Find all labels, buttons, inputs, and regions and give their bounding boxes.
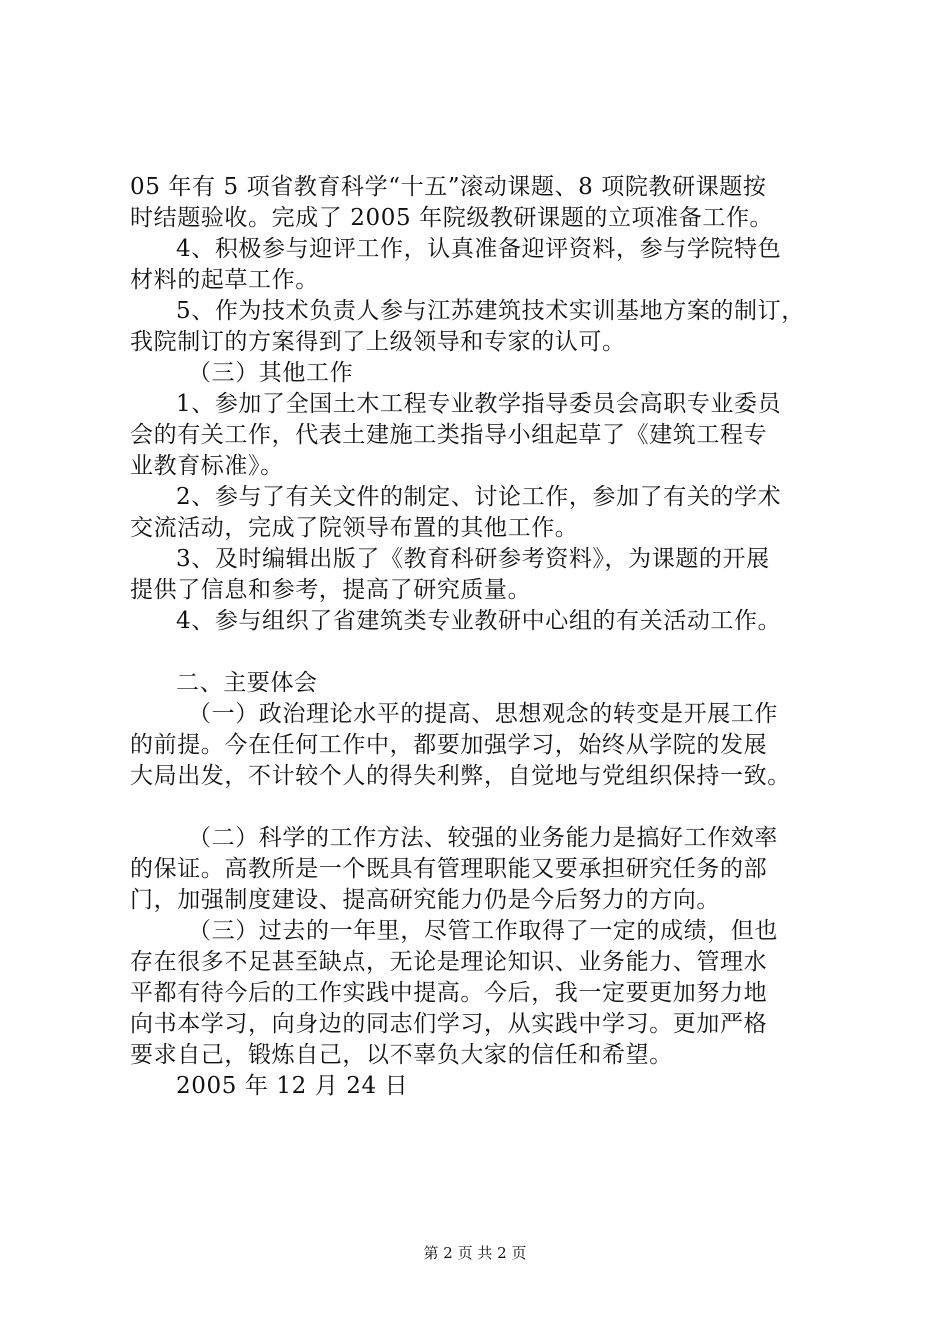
section-heading: 二、主要体会	[176, 670, 318, 696]
paragraph-gap	[130, 792, 850, 823]
document-date: 2005 年 12 月 24 日	[176, 1073, 409, 1099]
text-line: 1、参加了全国土木工程专业教学指导委员会高职专业委员	[176, 391, 782, 417]
text-line: 提供了信息和参考，提高了研究质量。	[130, 577, 532, 603]
text-line: 交流活动，完成了院领导布置的其他工作。	[130, 515, 579, 541]
text-line: 的前提。今在任何工作中，都要加强学习，始终从学院的发展	[130, 732, 768, 758]
text-line: （二）科学的工作方法、较强的业务能力是搞好工作效率	[188, 825, 778, 851]
text-line: 大局出发，不计较个人的得失利弊，自觉地与党组织保持一致。	[130, 763, 791, 789]
page-number: 第 2 页 共 2 页	[423, 1244, 527, 1262]
text-line: 要求自己，锻炼自己，以不辜负大家的信任和希望。	[130, 1042, 673, 1068]
document-body	[130, 172, 850, 1102]
text-line: 材料的起草工作。	[130, 267, 319, 293]
text-line: 我院制订的方案得到了上级领导和专家的认可。	[130, 329, 626, 355]
text-line: 4、积极参与迎评工作，认真准备迎评资料，参与学院特色	[176, 236, 782, 262]
text-line: 05 年有 5 项省教育科学“十五”滚动课题、8 项院教研课题按	[130, 174, 767, 200]
text-line: （三）过去的一年里，尽管工作取得了一定的成绩，但也	[188, 918, 778, 944]
text-line: 业教育标准》。	[130, 453, 284, 479]
page-footer	[0, 1243, 950, 1263]
text-line: 3、及时编辑出版了《教育科研参考资料》，为课题的开展	[176, 546, 770, 572]
text-line: 平都有待今后的工作实践中提高。今后，我一定要更加努力地	[130, 980, 768, 1006]
text-line: 时结题验收。完成了 2005 年院级教研课题的立项准备工作。	[130, 205, 774, 231]
section-heading: （三）其他工作	[188, 360, 354, 386]
text-line: （一）政治理论水平的提高、思想观念的转变是开展工作	[188, 701, 778, 727]
paragraph-gap	[130, 637, 850, 668]
text-line: 向书本学习，向身边的同志们学习，从实践中学习。更加严格	[130, 1011, 768, 1037]
text-line: 2、参与了有关文件的制定、讨论工作，参加了有关的学术	[176, 484, 782, 510]
text-line: 5、作为技术负责人参与江苏建筑技术实训基地方案的制订，	[176, 298, 805, 324]
text-line: 门，加强制度建设、提高研究能力仍是今后努力的方向。	[130, 887, 720, 913]
text-line: 存在很多不足甚至缺点，无论是理论知识、业务能力、管理水	[130, 949, 768, 975]
text-line: 的保证。高教所是一个既具有管理职能又要承担研究任务的部	[130, 856, 768, 882]
text-line: 4、参与组织了省建筑类专业教研中心组的有关活动工作。	[176, 608, 782, 634]
text-line: 会的有关工作，代表土建施工类指导小组起草了《建筑工程专	[130, 422, 768, 448]
